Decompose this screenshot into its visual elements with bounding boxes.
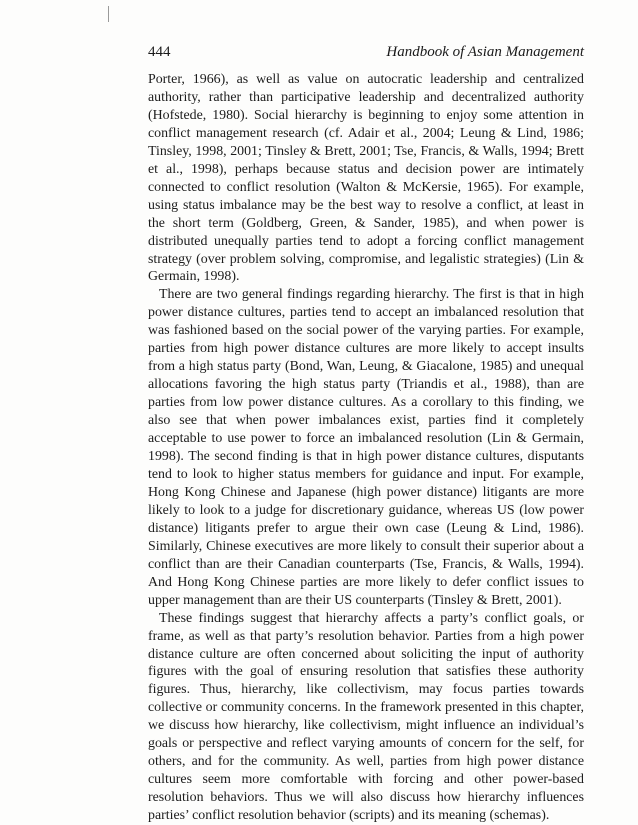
paragraph-1: Porter, 1966), as well as value on autocratic leadership and centralized authority, rather than participative leadership and decentralized authority (Hofstede, 1980). Social hierarchy is beginning to enjoy some attention in conflict management research (cf. Adair et al., 2004; Leung & Lind, 1986; Tinsley, 1998, 2001; Tinsley & Brett, 2001; Tse, Francis, & Walls, 1994; Brett et al., 1998), perhaps because status and decision power are intimately connected to conflict resolution (Walton & McKersie, 1965). For example, using status imbalance may be the best way to resolve a conflict, at least in the short term (Goldberg, Green, & Sander, 1985), and when power is distributed unequally parties tend to adopt a forcing conflict management strategy (over problem solving, compromise, and legalistic strategies) (Lin & Germain, 1998). (148, 72, 584, 285)
paragraph-3: These findings suggest that hierarchy affects a party’s conflict goals, or frame, as well as that party’s resolution behavior. Parties from a high power distance culture are often concerned about soliciting the input of authority figures with the goal of ensuring resolution that satisfies these authority figures. Thus, hierarchy, like collectivism, may focus parties towards collective or community concerns. In the framework presented in this chapter, we discuss how hierarchy, like collectivism, might influence an individual’s goals or perspective and reflect varying amounts of concern for the self, for others, and for the community. As well, parties from high power distance cultures seem more comfortable with forcing and other power-based resolution behaviors. Thus we will also discuss how hierarchy influences parties’ conflict resolution behavior (scripts) and its meaning (schemas). (148, 610, 584, 824)
running-head: Handbook of Asian Management (386, 44, 584, 60)
paragraph-2: There are two general findings regarding hierarchy. The first is that in high power distance cultures, parties tend to accept an imbalanced resolution that was fashioned based on the social power of the varying parties. For example, parties from high power distance cultures are more likely to accept insults from a high status party (Bond, Wan, Leung, & Giacalone, 1985) and unequal allocations favoring the high status party (Triandis et al., 1988), than are parties from low power distance cultures. As a corollary to this finding, we also see that when power imbalances exist, parties find it completely acceptable to use power to force an imbalanced resolution (Lin & Germain, 1998). The second finding is that in high power distance cultures, disputants tend to look to higher status members for guidance and input. For example, Hong Kong Chinese and Japanese (high power distance) litigants are more likely to look to a judge for discretionary guidance, whereas US (low power distance) litigants prefer to argue their own case (Leung & Lind, 1986). Similarly, Chinese executives are more likely to consult their superior about a conflict than are their Canadian counterparts (Tse, Francis, & Walls, 1994). And Hong Kong Chinese parties are more likely to defer conflict issues to upper management than are their US counterparts (Tinsley & Brett, 2001). (148, 287, 584, 608)
scan-mark (108, 6, 109, 22)
body-text (148, 71, 584, 825)
page-number: 444 (148, 44, 171, 60)
page-header (148, 44, 584, 64)
